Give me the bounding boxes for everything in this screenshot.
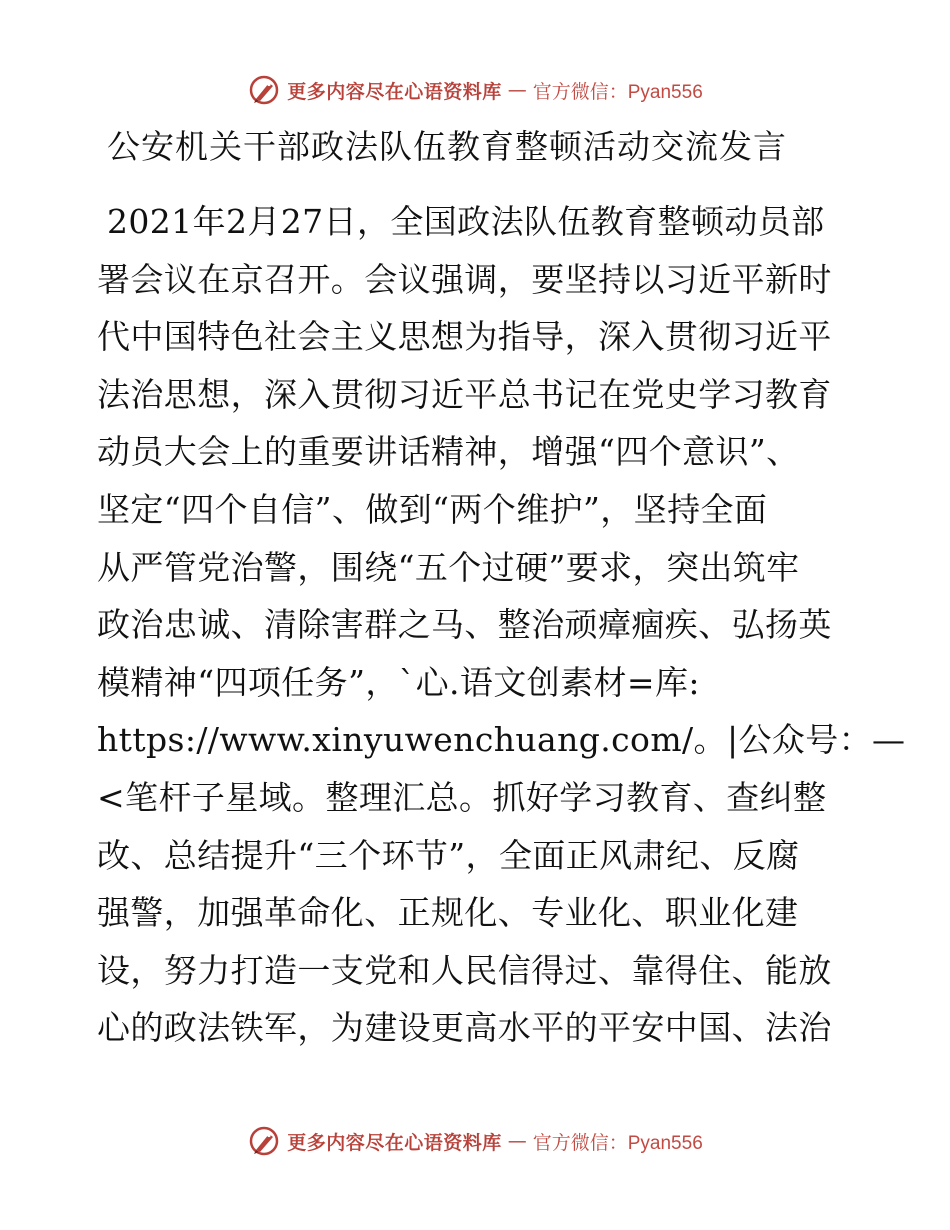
body-line: 动员大会上的重要讲话精神，增强“四个意识”、 [97,432,800,472]
watermark-text: 更多内容尽在心语资料库 [287,80,502,103]
body-line: 署会议在京召开。会议强调，要坚持以习近平新时 [97,259,832,299]
body-line: 政治忠诚、清除害群之马、整治顽瘴痼疾、弘扬英 [97,605,832,645]
watermark-banner-bottom [0,1121,950,1161]
watermark-separator: — [507,1130,527,1152]
body-line: 代中国特色社会主义思想为指导，深入贯彻习近平 [97,317,832,357]
watermark-wechat: 官方微信：Pyan556 [532,81,703,103]
body-line: 设，努力打造一支党和人民信得过、靠得住、能放 [97,950,832,990]
pen-logo-icon [247,73,281,107]
body-line: <笔杆子星域。整理汇总。抓好学习教育、查纠整 [97,777,827,817]
watermark-separator: — [507,79,527,101]
body-line: 模精神“四项任务”，`心.语文创素材=库: [97,662,700,702]
body-line: 改、总结提升“三个环节”，全面正风肃纪、反腐 [97,835,800,875]
body-line: https://www.xinyuwenchuang.com/。|公众号：— [97,720,906,760]
body-line: 从严管党治警，围绕“五个过硬”要求，突出筑牢 [97,547,800,587]
body-line: 心的政法铁军，为建设更高水平的平安中国、法治 [97,1008,832,1048]
document-title: 公安机关干部政法队伍教育整顿活动交流发言 [107,127,787,166]
document-body [97,193,906,1057]
body-line: 坚定“四个自信”、做到“两个维护”，坚持全面 [97,489,768,529]
watermark-wechat: 官方微信：Pyan556 [532,1132,703,1154]
pen-logo-icon [247,1124,281,1158]
watermark-banner-top [0,70,950,110]
body-line: 强警，加强革命化、正规化、专业化、职业化建 [97,893,799,933]
watermark-text: 更多内容尽在心语资料库 [287,1131,502,1154]
body-line: 2021年2月27日，全国政法队伍教育整顿动员部 [107,202,825,241]
body-line: 法治思想，深入贯彻习近平总书记在党史学习教育 [97,374,832,414]
